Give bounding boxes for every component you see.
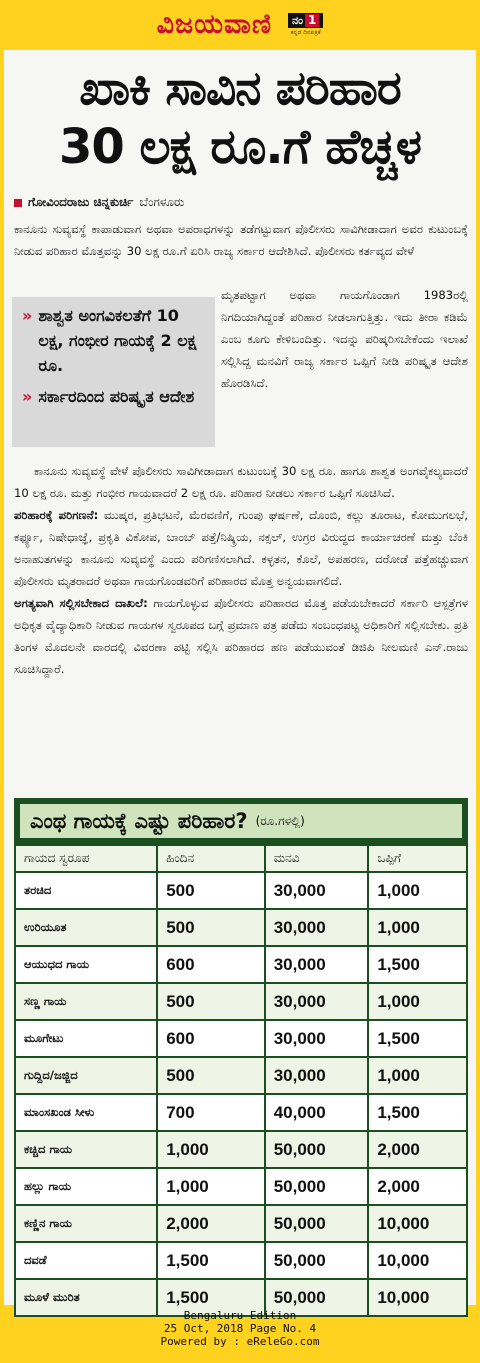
highlight-text-1: ಶಾಶ್ವತ ಅಂಗವಿಕಲತೆಗೆ 10 ಲಕ್ಷ, ಗಂಭೀರ ಗಾಯಕ್ಕೆ 2 ಲಕ್ಷ ರೂ. <box>38 306 197 375</box>
cell-requested: 30,000 <box>265 909 369 946</box>
cell-requested: 50,000 <box>265 1205 369 1242</box>
column-header-approved: ಒಪ್ಪಿಗೆ <box>368 845 467 872</box>
cell-approved: 1,000 <box>368 909 467 946</box>
cell-injury-type: ಆಯುಧದ ಗಾಯ <box>15 946 157 983</box>
table-row <box>15 946 467 983</box>
headline <box>4 50 476 176</box>
byline <box>14 195 184 210</box>
cell-previous: 500 <box>157 909 264 946</box>
cell-previous: 600 <box>157 946 264 983</box>
cell-previous: 500 <box>157 983 264 1020</box>
cell-requested: 50,000 <box>265 1242 369 1279</box>
table-unit: (ರೂ.ಗಳಲ್ಲಿ) <box>255 813 305 828</box>
chevron-right-icon: » <box>22 387 33 406</box>
table-header-band <box>14 798 468 844</box>
highlight-item <box>22 303 209 378</box>
cell-approved: 1,500 <box>368 1020 467 1057</box>
table-row <box>15 1057 467 1094</box>
cell-approved: 2,000 <box>368 1168 467 1205</box>
footer-powered-by: Powered by : eReleGo.com <box>160 1335 320 1348</box>
table-row <box>15 1205 467 1242</box>
masthead <box>0 0 480 50</box>
cell-requested: 30,000 <box>265 1020 369 1057</box>
documents-text: ಗಾಯಗೊಳ್ಳುವ ಪೊಲೀಸರು ಪರಿಹಾರದ ಮೊತ್ತ ಪಡೆಯಬೇಕಾದರೆ ಸರ್ಕಾರಿ ಆಸ್ಪತ್ರೆಗಳ ಅಧಿಕೃತ ವೈದ್ಯಾಧಿಕಾರಿ ನೀಡುವ ಗಾಯಗಳ ಸ್ವರೂಪದ ಬಗ್ಗೆ ಪ್ರಮಾಣ ಪತ್ರ ಪಡೆದು ಸಂಬಂಧಪಟ್ಟ ಅಧಿಕಾರಿಗೆ ಸಲ್ಲಿಸಬೇಕು. ಪ್ರತಿ ತಿಂಗಳ ಮೊದಲನೇ ವಾರದಲ್ಲಿ ವಿವರಣಾ ಪಟ್ಟಿ ಸಲ್ಲಿಸಿ ಪರಿಹಾರದ ಹಣ ಪಡೆಯುವಂತೆ ಡಿಜಿಪಿ ನೀಲಮಣಿ ಎನ್.ರಾಜು ಸೂಚಿಸಿದ್ದಾರೆ. <box>14 596 469 676</box>
table-row <box>15 909 467 946</box>
article-page <box>4 50 476 1305</box>
cell-injury-type: ಮೂಳೆ ಮುರಿತ <box>15 1279 157 1316</box>
cell-injury-type: ಕಣ್ಣಿನ ಗಾಯ <box>15 1205 157 1242</box>
cell-previous: 500 <box>157 872 264 909</box>
table-title: ಎಂಥ ಗಾಯಕ್ಕೆ ಎಷ್ಟು ಪರಿಹಾರ? <box>30 808 248 833</box>
cell-requested: 40,000 <box>265 1094 369 1131</box>
table-row <box>15 1094 467 1131</box>
paragraph-documents <box>14 592 468 680</box>
considerations-lead: ಪರಿಹಾರಕ್ಕೆ ಪರಿಗಣನೆ: <box>14 508 99 522</box>
cell-approved: 1,500 <box>368 946 467 983</box>
number-one-badge <box>288 13 323 37</box>
cell-previous: 500 <box>157 1057 264 1094</box>
considerations-text: ಮುಷ್ಕರ, ಪ್ರತಿಭಟನೆ, ಮೆರವಣಿಗೆ, ಗುಂಪು ಘರ್ಷಣೆ, ದೊಂಬಿ, ಕಲ್ಲು ತೂರಾಟ, ಕೋಮುಗಲಭೆ, ಕರ್ಫ್ಯೂ, ನಿಷೇಧಾಜ್ಞೆ, ಪ್ರಕೃತಿ ವಿಕೋಪ, ಬಾಂಬ್ ಪತ್ತೆ/ನಿಷ್ಕ್ರಿಯ, ನಕ್ಸಲ್, ಉಗ್ರರ ವಿರುದ್ಧದ ಕಾರ್ಯಾಚರಣೆ ಮತ್ತು ಬೆಂಕಿ ಅನಾಹುತಗಳನ್ನು ಕಾನೂನು ಸುವ್ಯವಸ್ಥೆ ಎಂದು ಪರಿಗಣಿಸಲಾಗಿದೆ. ಕಳ್ಳತನ, ಕೊಲೆ, ಅಪಹರಣ, ದರೋಡೆ ಪತ್ತೆಹಚ್ಚುವಾಗ ಪೊಲೀಸರು ಮೃತರಾದರೆ ಅಥವಾ ಗಾಯಗೊಂಡವರಿಗೆ ಪರಿಹಾರದ ಮೊತ್ತ ಅನ್ವಯವಾಗಲಿದೆ. <box>14 508 469 588</box>
highlight-item <box>22 384 209 409</box>
table-row <box>15 1168 467 1205</box>
cell-approved: 1,000 <box>368 983 467 1020</box>
newspaper-logo: ವಿಜಯವಾಣಿ <box>156 9 273 40</box>
headline-line-1: ಖಾಕಿ ಸಾವಿನ ಪರಿಹಾರ <box>79 61 401 116</box>
footer-date-page: 25 Oct, 2018 Page No. 4 <box>163 1322 317 1335</box>
cell-previous: 1,000 <box>157 1131 264 1168</box>
cell-previous: 700 <box>157 1094 264 1131</box>
paragraph-intro: ಕಾನೂನು ಸುವ್ಯವಸ್ಥೆ ಕಾಪಾಡುವಾಗ ಅಥವಾ ಅಪರಾಧಗಳನ್ನು ತಡೆಗಟ್ಟುವಾಗ ಪೊಲೀಸರು ಸಾವಿಗೀಡಾದಾಗ ಅವರ ಕುಟುಂಬಕ್ಕೆ ನೀಡುವ ಪರಿಹಾರ ಮೊತ್ತವನ್ನು 30 ಲಕ್ಷ ರೂ.ಗೆ ಏರಿಸಿ ರಾಜ್ಯ ಸರ್ಕಾರ ಆದೇಶಿಸಿದೆ. ಪೊಲೀಸರು ಕರ್ತವ್ಯದ ವೇಳೆ <box>14 222 468 258</box>
cell-approved: 10,000 <box>368 1205 467 1242</box>
cell-injury-type: ಗುದ್ದಿದ/ಜಜ್ಜಿದ <box>15 1057 157 1094</box>
table-row <box>15 1131 467 1168</box>
table-row <box>15 983 467 1020</box>
paragraph-compensation: ಕಾನೂನು ಸುವ್ಯವಸ್ಥೆ ವೇಳೆ ಪೊಲೀಸರು ಸಾವಿಗೀಡಾದಾಗ ಕುಟುಂಬಕ್ಕೆ 30 ಲಕ್ಷ ರೂ. ಹಾಗೂ ಶಾಶ್ವತ ಅಂಗವೈಕಲ್ಯವಾದರೆ 10 ಲಕ್ಷ ರೂ. ಮತ್ತು ಗಂಭೀರ ಗಾಯವಾದರೆ 2 ಲಕ್ಷ ರೂ. ಪರಿಹಾರ ನೀಡಲು ಸರ್ಕಾರ ಒಪ್ಪಿಗೆ ಸೂಚಿಸಿದೆ. <box>14 464 468 500</box>
badge-no-text: ನಂ <box>292 14 304 27</box>
byline-author: ಗೋವಿಂದರಾಜು ಚಿನ್ನಕುರ್ಚಿ <box>28 195 134 209</box>
paragraph-intro-continued: ಮೃತಪಟ್ಟಾಗ ಅಥವಾ ಗಾಯಗೊಂಡಾಗ 1983ರಲ್ಲಿ ನಿಗದಿಯಾಗಿದ್ದಂತೆ ಪರಿಹಾರ ನೀಡಲಾಗುತ್ತಿತ್ತು. ಇದು ತೀರಾ ಕಡಿಮೆ ಎಂಬ ಕೂಗು ಕೇಳಿಬಂದಿತ್ತು. ಇದನ್ನು ಪರಿಷ್ಕರಿಸಬೇಕೆಂದು ಇಲಾಖೆ ಸಲ್ಲಿಸಿದ್ದ ಮನವಿಗೆ ರಾಜ್ಯ ಸರ್ಕಾರ ಒಪ್ಪಿಗೆ ನೀಡಿ ಪರಿಷ್ಕೃತ ಆದೇಶ ಹೊರಡಿಸಿದೆ. <box>221 288 468 390</box>
article-body <box>14 460 468 680</box>
table-row <box>15 872 467 909</box>
column-header-injury: ಗಾಯದ ಸ್ವರೂಪ <box>15 845 157 872</box>
cell-approved: 1,000 <box>368 1057 467 1094</box>
table-header-row <box>15 845 467 872</box>
paragraph-considerations <box>14 504 468 592</box>
cell-requested: 50,000 <box>265 1131 369 1168</box>
footer-edition: Bengaluru Edition <box>183 1309 297 1322</box>
cell-injury-type: ದವಡೆ <box>15 1242 157 1279</box>
cell-injury-type: ಹಲ್ಲು ಗಾಯ <box>15 1168 157 1205</box>
cell-previous: 1,500 <box>157 1279 264 1316</box>
cell-requested: 50,000 <box>265 1168 369 1205</box>
page-footer <box>0 1305 480 1363</box>
documents-lead: ಅಗತ್ಯವಾಗಿ ಸಲ್ಲಿಸಬೇಕಾದ ದಾಖಲೆ: <box>14 596 148 610</box>
cell-requested: 30,000 <box>265 872 369 909</box>
byline-square-icon <box>14 199 22 207</box>
table-row <box>15 1242 467 1279</box>
cell-requested: 30,000 <box>265 1057 369 1094</box>
cell-injury-type: ಮೂಗೇಟು <box>15 1020 157 1057</box>
byline-city: ಬೆಂಗಳೂರು <box>139 195 185 209</box>
cell-injury-type: ತರಚಿದ <box>15 872 157 909</box>
cell-requested: 30,000 <box>265 983 369 1020</box>
cell-approved: 2,000 <box>368 1131 467 1168</box>
compensation-grid <box>14 844 468 1317</box>
cell-injury-type: ಕಚ್ಚಿದ ಗಾಯ <box>15 1131 157 1168</box>
cell-injury-type: ಮಾಂಸಖಂಡ ಸೀಳು <box>15 1094 157 1131</box>
cell-previous: 1,500 <box>157 1242 264 1279</box>
highlight-box <box>12 297 215 447</box>
cell-injury-type: ಸಣ್ಣ ಗಾಯ <box>15 983 157 1020</box>
cell-approved: 1,000 <box>368 872 467 909</box>
headline-line-2: 30 ಲಕ್ಷ ರೂ.ಗೆ ಹೆಚ್ಚಳ <box>59 119 421 175</box>
column-header-requested: ಮನವಿ <box>265 845 369 872</box>
cell-requested: 50,000 <box>265 1279 369 1316</box>
cell-approved: 1,500 <box>368 1094 467 1131</box>
cell-approved: 10,000 <box>368 1279 467 1316</box>
cell-previous: 1,000 <box>157 1168 264 1205</box>
badge-one-text: 1 <box>305 14 319 27</box>
highlight-text-2: ಸರ್ಕಾರದಿಂದ ಪರಿಷ್ಕೃತ ಆದೇಶ <box>38 387 195 406</box>
table-row <box>15 1020 467 1057</box>
cell-previous: 600 <box>157 1020 264 1057</box>
chevron-right-icon: » <box>22 306 33 325</box>
cell-requested: 30,000 <box>265 946 369 983</box>
badge-tagline: ಕನ್ನಡ ದಿನಪತ್ರಿಕೆ <box>290 29 321 36</box>
cell-injury-type: ಉರಿಯೂತ <box>15 909 157 946</box>
cell-approved: 10,000 <box>368 1242 467 1279</box>
compensation-table <box>14 798 468 1307</box>
cell-previous: 2,000 <box>157 1205 264 1242</box>
column-header-previous: ಹಿಂದಿನ <box>157 845 264 872</box>
